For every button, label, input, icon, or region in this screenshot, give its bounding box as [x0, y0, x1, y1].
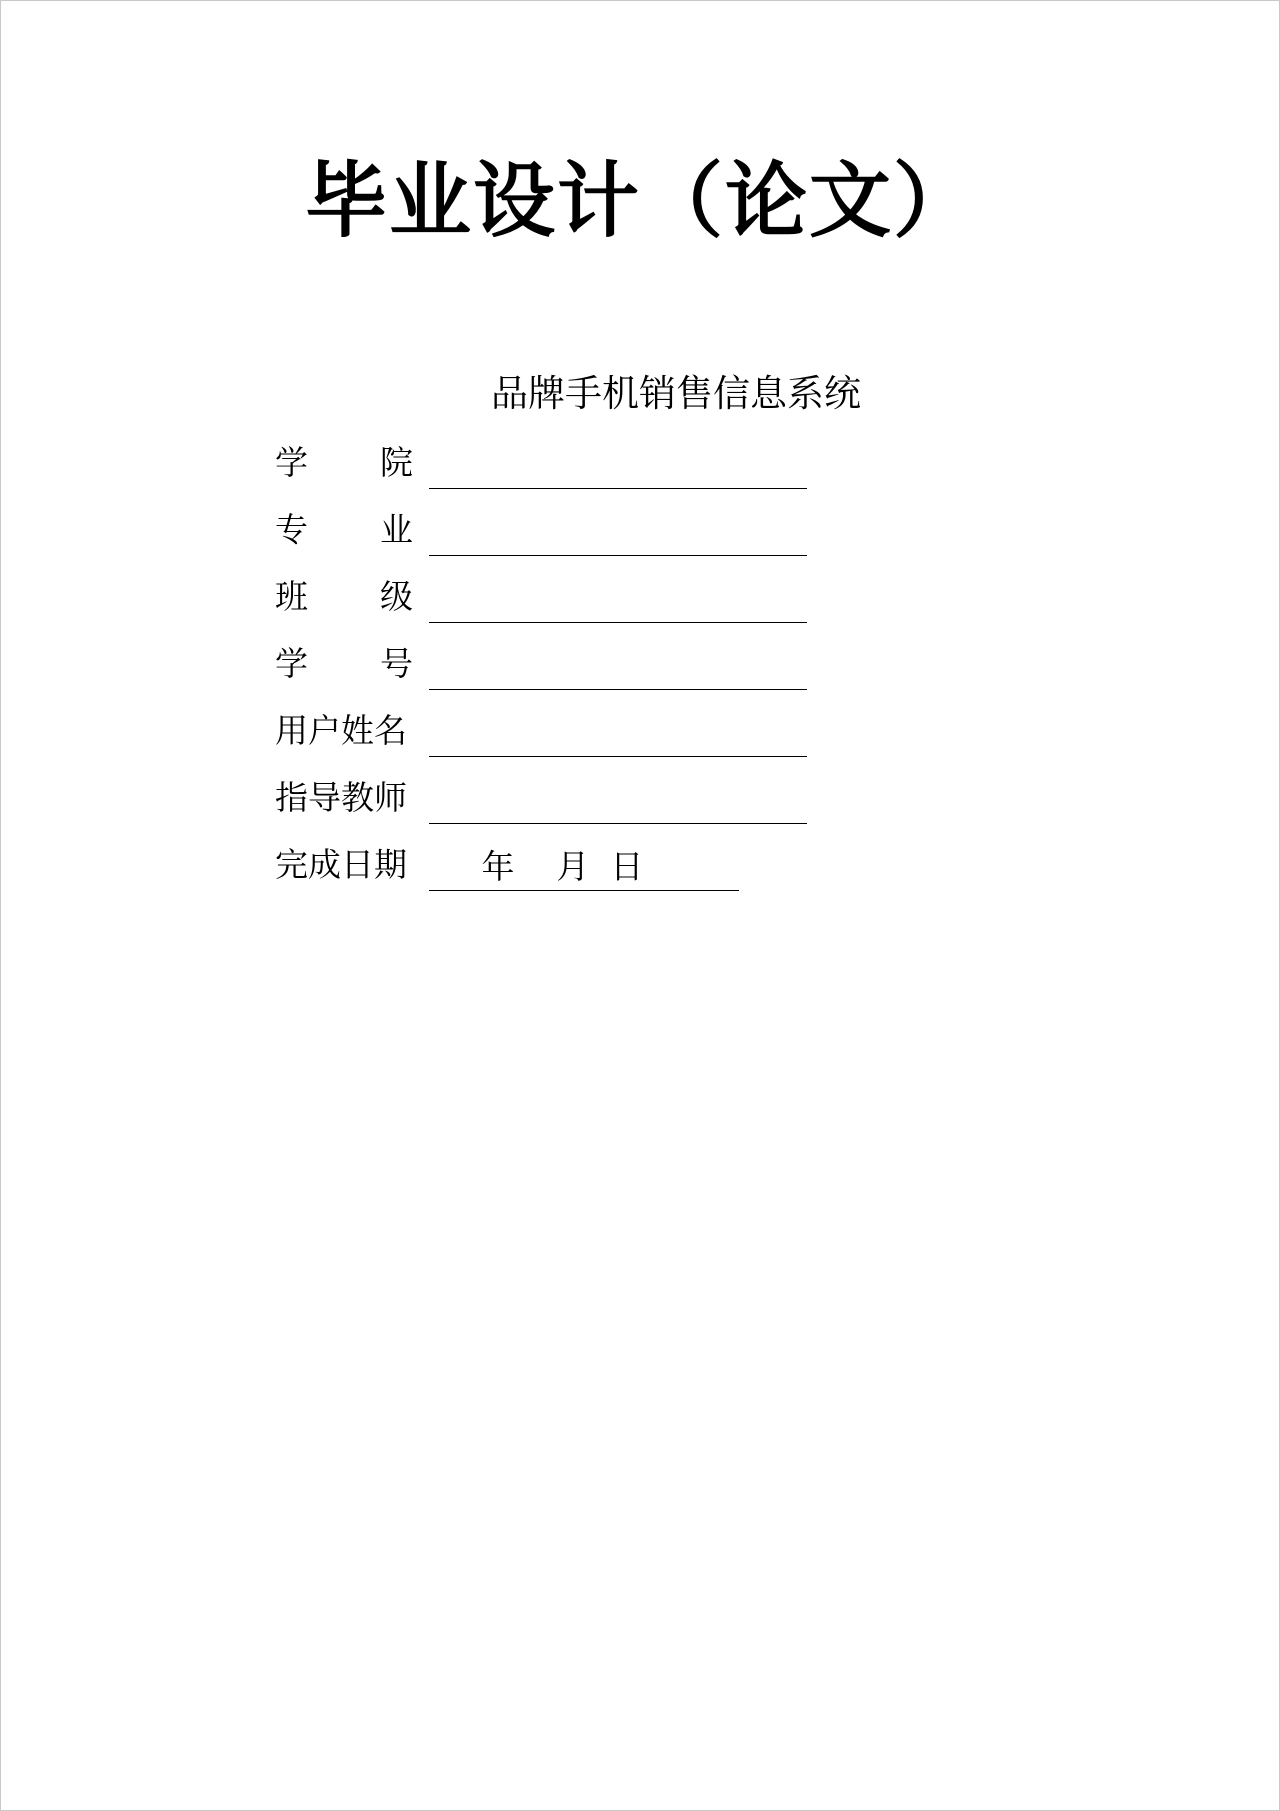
field-underline[interactable] — [429, 555, 807, 556]
field-class — [275, 573, 875, 623]
field-underline[interactable] — [429, 823, 807, 824]
field-label: 用户姓名 — [275, 711, 407, 750]
field-underline[interactable] — [429, 890, 739, 891]
field-label: 完成日期 — [275, 845, 407, 884]
field-underline[interactable] — [429, 756, 807, 757]
field-underline[interactable] — [429, 689, 807, 690]
field-label: 学 院 — [275, 443, 413, 482]
field-major — [275, 506, 875, 556]
field-label: 班 级 — [275, 577, 413, 616]
field-underline[interactable] — [429, 622, 807, 623]
field-label: 学 号 — [275, 644, 413, 683]
date-text: 年 月 日 — [429, 847, 644, 886]
field-student-id — [275, 640, 875, 690]
field-user-name — [275, 707, 875, 757]
field-label: 指导教师 — [275, 778, 407, 817]
field-underline[interactable] — [429, 488, 807, 489]
field-college — [275, 439, 875, 489]
page-title: 毕业设计（论文） — [304, 153, 977, 249]
field-label: 专 业 — [275, 510, 413, 549]
field-completion-date — [275, 841, 875, 891]
thesis-subtitle: 品牌手机销售信息系统 — [491, 372, 861, 415]
field-advisor — [275, 774, 875, 824]
